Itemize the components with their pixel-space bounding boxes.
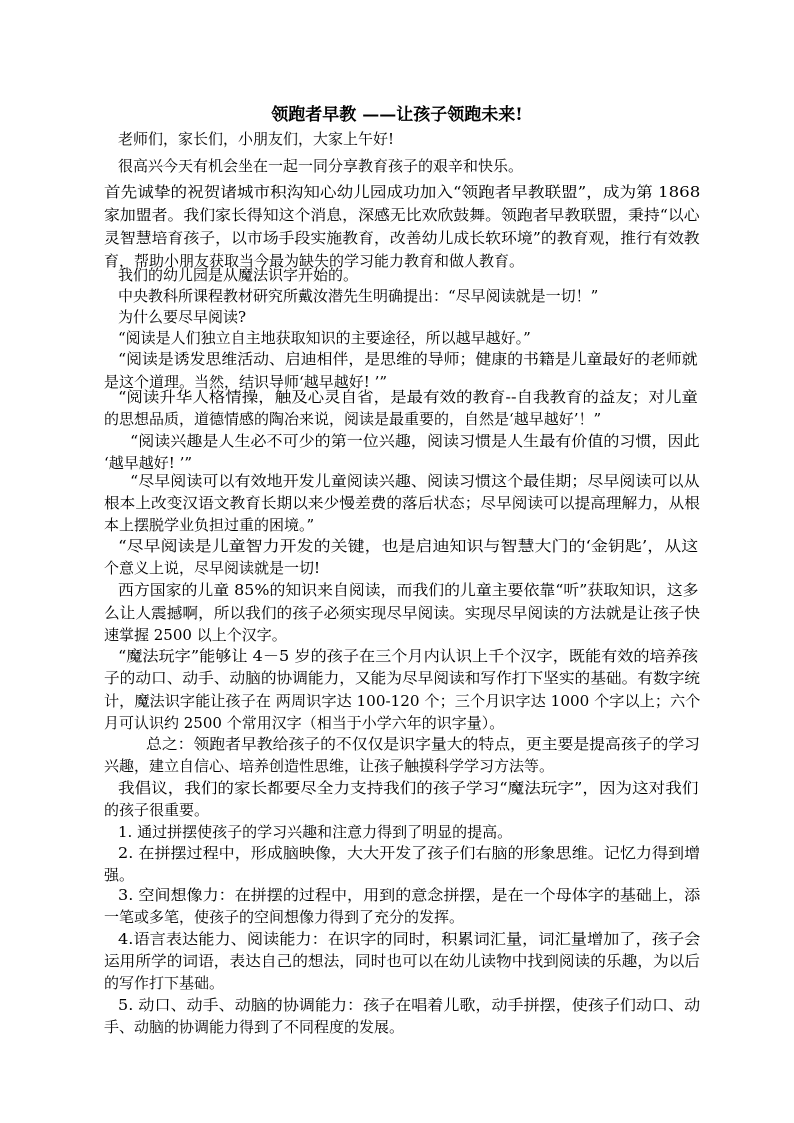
text-line: 2. 在拼摆过程中，形成脑映像，大大开发了孩子们右脑的形象思维。记忆力得到增 (118, 844, 701, 862)
text-line: 的写作打下基础。 (104, 974, 225, 992)
text-line: 3. 空间想像力：在拼摆的过程中，用到的意念拼摆，是在一个母体字的基础上，添 (118, 886, 701, 904)
text-line: 总之：领跑者早教给孩子的不仅仅是识字量大的特点，更主要是提高孩子的学习 (146, 735, 700, 753)
text-line: 本上摆脱学业负担过重的困境。” (104, 516, 315, 534)
text-line: 育，帮助小朋友获取当今最为缺失的学习能力教育和做人教育。 (104, 252, 525, 270)
text-line: 1. 通过拼摆使孩子的学习兴趣和注意力得到了明显的提高。 (118, 823, 513, 841)
text-line: 强。 (104, 866, 135, 884)
text-line: 中央教科所课程教材研究所戴汝潜先生明确提出：“尽早阅读就是一切！” (118, 287, 599, 305)
text-line: 计，魔法识字能让孩子在 两周识字达 100-120 个；三个月识字达 1000 个字以上；六个 (104, 692, 701, 710)
text-line: 是这个道理。当然，结识导师‘越早越好! ’” (104, 373, 388, 391)
text-line: 么让人震撼啊，所以我们的孩子必须实现尽早阅读。实现尽早阅读的方法就是让孩子快 (104, 604, 701, 622)
text-line: 运用所学的词语，表达自己的想法，同时也可以在幼儿读物中找到阅读的乐趣，为以后 (104, 952, 701, 970)
text-line: 西方国家的儿童 85%的知识来自阅读，而我们的儿童主要依靠“听”获取知识，这多 (118, 581, 699, 599)
text-line: 5. 动口、动手、动脑的协调能力：孩子在唱着儿歌，动手拼摆，使孩子们动口、动 (118, 996, 701, 1014)
text-line: 手、动脑的协调能力得到了不同程度的发展。 (104, 1018, 405, 1036)
text-line: 的思想品质，道德情感的陶冶来说，阅读是最重要的，自然是‘越早越好’！” (104, 410, 602, 428)
text-line: 为什么要尽早阅读? (118, 308, 247, 326)
text-line: 我们的幼儿园是从魔法识字开始的。 (118, 266, 359, 284)
text-line: “尽早阅读是儿童智力开发的关键，也是启迪知识与智慧大门的‘金钥匙’，从这 (118, 537, 699, 555)
text-line: 个意义上说，尽早阅读就是一切! (104, 559, 321, 577)
text-line: “阅读是诱发思维活动、启迪相伴，是思维的导师；健康的书籍是儿童最好的老师就 (118, 350, 698, 368)
text-line: “阅读是人们独立自主地获取知识的主要途径，所以越早越好。” (118, 329, 531, 347)
text-line: 首先诚挚的祝贺诸城市积沟知心幼儿园成功加入“领跑者早教联盟”，成为第 1868 (104, 183, 701, 201)
text-line: 灵智慧培育孩子，以市场手段实施教育，改善幼儿成长软环境”的教育观，推行有效教 (104, 229, 700, 247)
text-line: 的孩子很重要。 (104, 801, 210, 819)
text-line: 我倡议，我们的家长都要尽全力支持我们的孩子学习“魔法玩字”，因为这对我们 (118, 779, 699, 797)
text-line: 根本上改变汉语文教育长期以来少慢差费的落后状态；尽早阅读可以提高理解力，从根 (104, 494, 701, 512)
text-line: 速掌握 2500 以上个汉字。 (104, 626, 287, 644)
text-line: “阅读升华人格情操，触及心灵自省，是最有效的教育--自我教育的益友；对儿童 (118, 388, 698, 406)
text-line: 兴趣，建立自信心、培养创造性思维，让孩子触摸科学学习方法等。 (104, 757, 555, 775)
text-line: 子的动口、动手、动脑的协调能力，又能为尽早阅读和写作打下坚实的基础。有数字统 (104, 669, 701, 687)
text-line: 一笔或多笔，使孩子的空间想像力得到了充分的发挥。 (104, 908, 465, 926)
text-line: “魔法玩字”能够让 4－5 岁的孩子在三个月内认识上千个汉字，既能有效的培养孩 (118, 647, 698, 665)
text-line: “尽早阅读可以有效地开发儿童阅读兴趣、阅读习惯这个最佳期；尽早阅读可以从 (130, 472, 700, 490)
text-line: “阅读兴趣是人生必不可少的第一位兴趣，阅读习惯是人生最有价值的习惯，因此 (130, 432, 700, 450)
text-line: 家加盟者。我们家长得知这个消息，深感无比欢欣鼓舞。领跑者早教联盟，秉持“以心 (104, 206, 700, 224)
text-line: ‘越早越好! ’” (104, 454, 193, 472)
text-line: 月可认识约 2500 个常用汉字（相当于小学六年的识字量）。 (104, 714, 505, 732)
page-title: 领跑者早教 ——让孩子领跑未来! (271, 105, 523, 125)
text-line: 4.语言表达能力、阅读能力：在识字的同时，积累词汇量，词汇量增加了，孩子会 (118, 930, 701, 948)
text-line: 很高兴今天有机会坐在一起一同分享教育孩子的艰辛和快乐。 (118, 157, 524, 175)
text-line: 老师们，家长们，小朋友们，大家上午好! (118, 130, 395, 148)
